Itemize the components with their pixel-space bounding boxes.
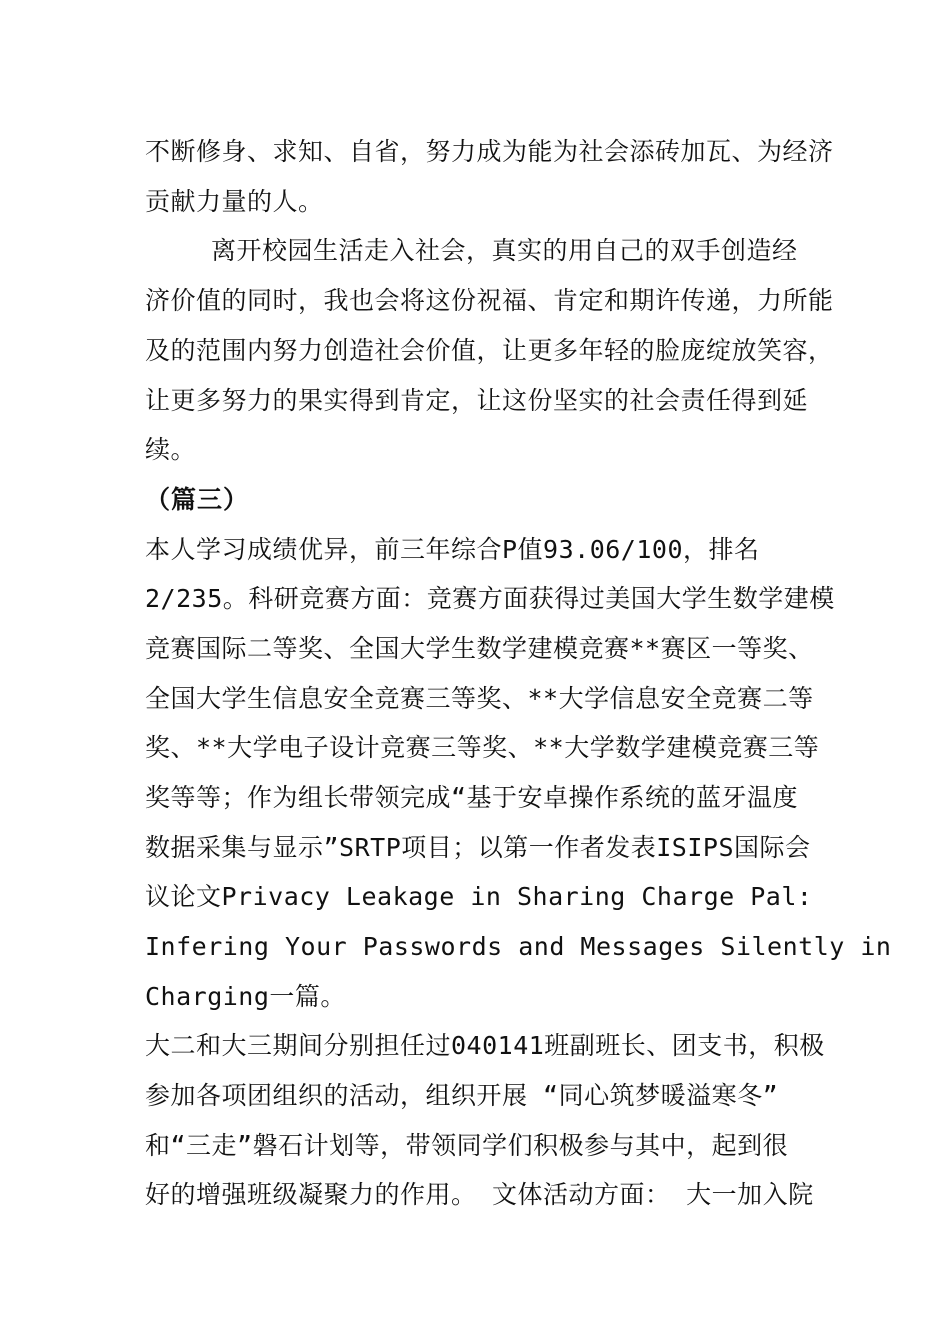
section-heading: （篇三） (145, 485, 250, 514)
text-line: 奖等等；作为组长带领完成“基于安卓操作系统的蓝牙温度 (145, 783, 799, 812)
text-line: 参加各项团组织的活动，组织开展 “同心筑梦暖溢寒冬” (145, 1081, 779, 1110)
text-line: 大二和大三期间分别担任过040141班副班长、团支书，积极 (145, 1031, 825, 1060)
text-line: 全国大学生信息安全竞赛三等奖、**大学信息安全竞赛二等 (145, 684, 814, 713)
text-line: 数据采集与显示”SRTP项目；以第一作者发表ISIPS国际会 (145, 833, 811, 862)
text-line: 奖、**大学电子设计竞赛三等奖、**大学数学建模竞赛三等 (145, 733, 820, 762)
text-line: 和“三走”磐石计划等，带领同学们积极参与其中，起到很 (145, 1131, 789, 1160)
text-line: 让更多努力的果实得到肯定，让这份坚实的社会责任得到延 (145, 386, 809, 415)
text-line: Infering Your Passwords and Messages Silently in (145, 932, 892, 961)
paragraph-start-line: 离开校园生活走入社会，真实的用自己的双手创造经 (211, 236, 798, 265)
text-line: 济价值的同时，我也会将这份祝福、肯定和期许传递，力所能 (145, 286, 834, 315)
text-line: 贡献力量的人。 (145, 187, 324, 216)
text-line: 2/235。科研竞赛方面：竞赛方面获得过美国大学生数学建模 (145, 584, 835, 613)
text-line: 及的范围内努力创造社会价值，让更多年轻的脸庞绽放笑容， (145, 336, 834, 365)
text-line: 好的增强班级凝聚力的作用。 文体活动方面： 大一加入院 (145, 1180, 814, 1209)
text-line: 不断修身、求知、自省，努力成为能为社会添砖加瓦、为经济 (145, 137, 834, 166)
text-line: 本人学习成绩优异，前三年综合P值93.06/100，排名 (145, 535, 760, 564)
text-line: 议论文Privacy Leakage in Sharing Charge Pal: (145, 882, 813, 911)
text-line: Charging一篇。 (145, 982, 346, 1011)
text-line: 续。 (145, 435, 197, 464)
text-line: 竞赛国际二等奖、全国大学生数学建模竞赛**赛区一等奖、 (145, 634, 814, 663)
